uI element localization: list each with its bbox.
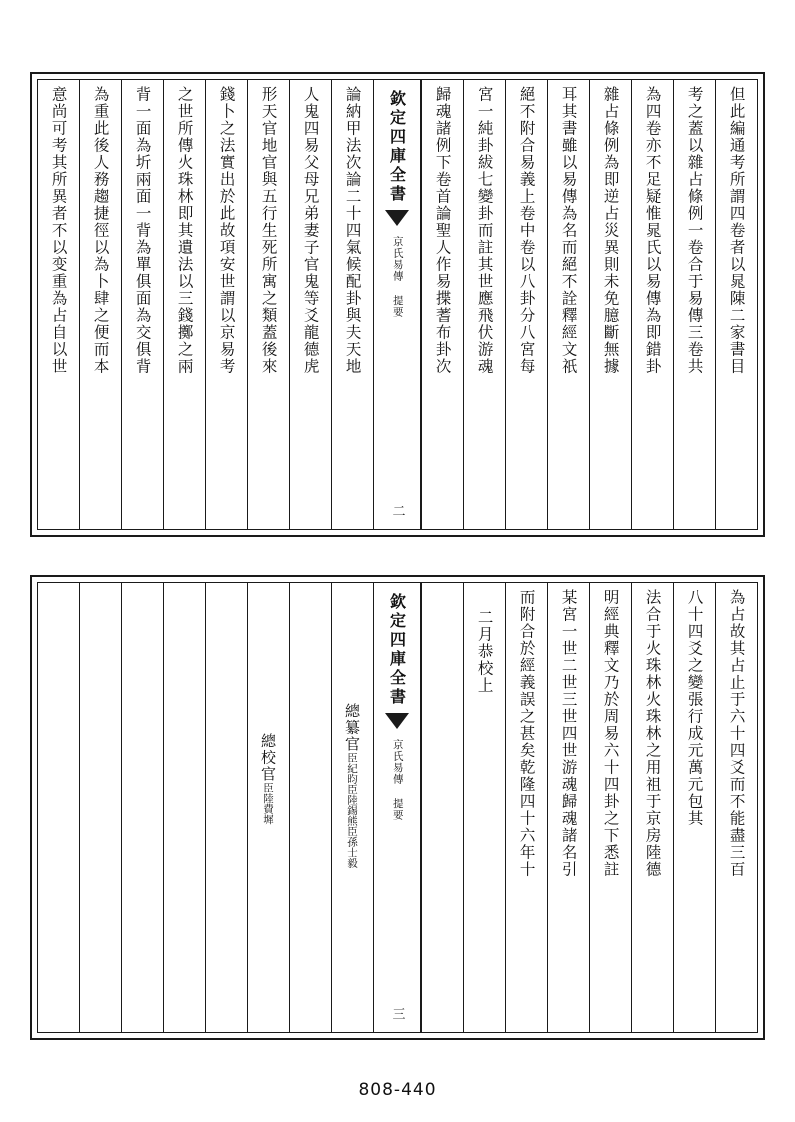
- signature-name-c: 臣孫士毅: [346, 826, 358, 868]
- fishtail-icon: [385, 210, 409, 226]
- leaf-page-number: 三: [389, 1007, 405, 1020]
- text-column: [38, 80, 79, 529]
- column-text: 人鬼四易父母兄弟妻子官鬼等爻龍德虎: [301, 86, 320, 375]
- fishtail-icon: [385, 713, 409, 729]
- text-column: [421, 80, 463, 529]
- text-column-blank: [38, 583, 79, 1032]
- signature-zongjiao: [258, 733, 279, 825]
- text-column-blank: [121, 583, 163, 1032]
- text-column: [631, 583, 673, 1032]
- signature-role: 總校官: [259, 733, 277, 783]
- column-text: 八十四爻之變張行成元萬元包其: [685, 589, 704, 827]
- signature-name-a: 臣紀昀: [346, 752, 358, 784]
- text-column-blank: [421, 583, 463, 1032]
- signature-column-zongzuan: [331, 583, 373, 1032]
- column-text: 耳其書雖以易傳為名而絕不詮釋經文祇: [559, 86, 578, 375]
- center-strip: [373, 583, 421, 1032]
- column-text: 考之蓋以雜占條例一卷合于易傳三卷共: [685, 86, 704, 375]
- block-title: 欽定四庫全書: [387, 593, 407, 707]
- signature-zongzuan: [342, 703, 363, 868]
- column-text: 形天官地官與五行生死所寓之類蓋後來: [259, 86, 278, 375]
- leaf-top: [30, 72, 765, 537]
- column-text: 雜占條例為即逆占災異則未免臆斷無據: [601, 86, 620, 375]
- text-column: [163, 80, 205, 529]
- column-text: 而附合於經義誤之甚矣乾隆四十六年十: [517, 589, 536, 878]
- leaf-bottom-columns: [38, 583, 757, 1032]
- block-subtitle: 京氏易傳 提要: [391, 739, 404, 821]
- text-column-blank: [289, 583, 331, 1032]
- column-text: 意尚可考其所異者不以变重為占自以世: [49, 86, 68, 375]
- text-column: [505, 80, 547, 529]
- text-column: [673, 80, 715, 529]
- column-text: 絕不附合易義上卷中卷以八卦分八宮每: [517, 86, 536, 375]
- text-column: [463, 583, 505, 1032]
- leaf-bottom: [30, 575, 765, 1040]
- column-text: 二月恭校上: [475, 609, 494, 694]
- column-text: 宮一純卦紱七變卦而註其世應飛伏游魂: [475, 86, 494, 375]
- block-title: 欽定四庫全書: [387, 90, 407, 204]
- text-column-blank: [163, 583, 205, 1032]
- column-text: 明經典釋文乃於周易六十四卦之下悉註: [601, 589, 620, 878]
- page-number: 808-440: [358, 1080, 437, 1100]
- column-text: 為占故其占止于六十四爻而不能盡三百: [727, 589, 746, 878]
- signature-role: 總纂官: [343, 703, 361, 753]
- text-column-blank: [205, 583, 247, 1032]
- text-column: [631, 80, 673, 529]
- text-column: [715, 583, 757, 1032]
- text-column: [79, 80, 121, 529]
- text-column-blank: [79, 583, 121, 1032]
- text-column: [289, 80, 331, 529]
- text-column: [121, 80, 163, 529]
- signature-name-a: 臣陸費墀: [262, 782, 274, 825]
- leaf-page-number: 二: [389, 504, 405, 517]
- column-text: 背一面為圻兩面一背為單俱面為交俱背: [133, 86, 152, 375]
- text-column: [547, 80, 589, 529]
- column-text: 為重此後人務趨捷徑以為卜肆之便而本: [91, 86, 110, 375]
- text-column: [547, 583, 589, 1032]
- text-column: [673, 583, 715, 1032]
- column-text: 之世所傳火珠林即其遺法以三錢擲之兩: [175, 86, 194, 375]
- text-column: [715, 80, 757, 529]
- text-column: [331, 80, 373, 529]
- signature-column-zongjiao: [247, 583, 289, 1032]
- leaf-top-columns: [38, 80, 757, 529]
- text-column: [589, 80, 631, 529]
- block-subtitle: 京氏易傳 提要: [391, 236, 404, 318]
- text-column: [505, 583, 547, 1032]
- column-text: 歸魂諸例下卷首論聖人作易揲蓍布卦次: [433, 86, 452, 375]
- column-text: 法合于火珠林火珠林之用祖于京房陸德: [643, 589, 662, 878]
- column-text: 某宮一世二世三世四世游魂歸魂諸名引: [559, 589, 578, 878]
- column-text: 錢卜之法實出於此故項安世謂以京易考: [217, 86, 236, 375]
- text-column: [463, 80, 505, 529]
- column-text: 但此編通考所謂四卷者以晁陳二家書目: [727, 86, 746, 375]
- column-text: 為四卷亦不足疑惟晁氏以易傳為即錯卦: [643, 86, 662, 375]
- text-column: [205, 80, 247, 529]
- center-strip: [373, 80, 421, 529]
- text-column: [247, 80, 289, 529]
- column-text: 論納甲法次論二十四氣候配卦與夫天地: [343, 86, 362, 375]
- signature-name-b: 臣陸錫熊: [346, 784, 358, 826]
- text-column: [589, 583, 631, 1032]
